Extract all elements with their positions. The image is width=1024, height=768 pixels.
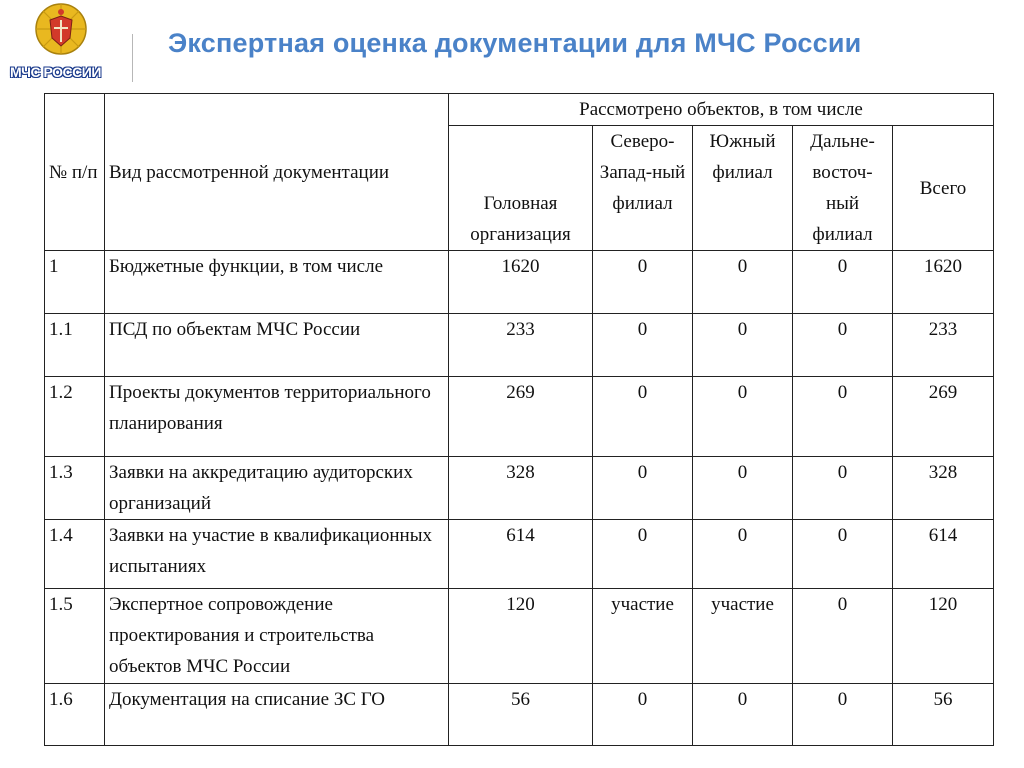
row-kind: Заявки на аккредитацию аудиторских организаций [105,457,449,520]
row-south: 0 [693,314,793,377]
row-northwest: 0 [593,314,693,377]
table-row [45,314,994,377]
row-south: 0 [693,377,793,457]
row-head-org: 233 [449,314,593,377]
row-total: 120 [893,589,994,684]
row-num: 1.6 [45,684,105,746]
row-fareast: 0 [793,520,893,589]
header-kind: Вид рассмотренной документации [105,94,449,251]
row-total: 614 [893,520,994,589]
row-south: участие [693,589,793,684]
row-total: 56 [893,684,994,746]
row-head-org: 269 [449,377,593,457]
row-northwest: 0 [593,684,693,746]
table-row [45,457,994,520]
table-header-row [45,94,994,126]
row-northwest: участие [593,589,693,684]
header-col-total: Всего [893,126,994,251]
row-fareast: 0 [793,457,893,520]
header-col-head-org: Головная организация [449,126,593,251]
row-northwest: 0 [593,377,693,457]
row-northwest: 0 [593,520,693,589]
row-south: 0 [693,520,793,589]
row-num: 1.2 [45,377,105,457]
row-fareast: 0 [793,377,893,457]
row-kind: Заявки на участие в квалификационных испытаниях [105,520,449,589]
row-fareast: 0 [793,251,893,314]
row-head-org: 1620 [449,251,593,314]
row-kind: Экспертное сопровождение проектирования и строительства объектов МЧС России [105,589,449,684]
row-northwest: 0 [593,457,693,520]
header-col-northwest: Северо-Запад-ный филиал [593,126,693,251]
table-row [45,377,994,457]
row-fareast: 0 [793,314,893,377]
row-num: 1.5 [45,589,105,684]
row-kind: Бюджетные функции, в том числе [105,251,449,314]
table-row [45,251,994,314]
row-northwest: 0 [593,251,693,314]
page-title: Экспертная оценка документации для МЧС России [168,28,862,58]
row-head-org: 56 [449,684,593,746]
table-row [45,520,994,589]
documentation-table [44,93,994,746]
header-num: № п/п [45,94,105,251]
row-head-org: 120 [449,589,593,684]
row-kind: Документация на списание ЗС ГО [105,684,449,746]
header-col-south: Южный филиал [693,126,793,251]
row-total: 1620 [893,251,994,314]
row-kind: ПСД по объектам МЧС России [105,314,449,377]
row-num: 1.3 [45,457,105,520]
row-num: 1.1 [45,314,105,377]
row-total: 269 [893,377,994,457]
row-south: 0 [693,457,793,520]
table-row [45,684,994,746]
row-total: 328 [893,457,994,520]
emchs-emblem-icon [34,2,88,62]
row-fareast: 0 [793,684,893,746]
header-group: Рассмотрено объектов, в том числе [449,94,994,126]
row-south: 0 [693,684,793,746]
logo [4,2,122,82]
row-kind: Проекты документов территориального планирования [105,377,449,457]
header-divider [132,34,133,82]
row-head-org: 328 [449,457,593,520]
header-col-fareast: Дальне-восточ-ный филиал [793,126,893,251]
row-head-org: 614 [449,520,593,589]
table-row [45,589,994,684]
logo-text: МЧС РОССИИ [10,64,101,80]
row-total: 233 [893,314,994,377]
row-south: 0 [693,251,793,314]
row-fareast: 0 [793,589,893,684]
row-num: 1 [45,251,105,314]
row-num: 1.4 [45,520,105,589]
